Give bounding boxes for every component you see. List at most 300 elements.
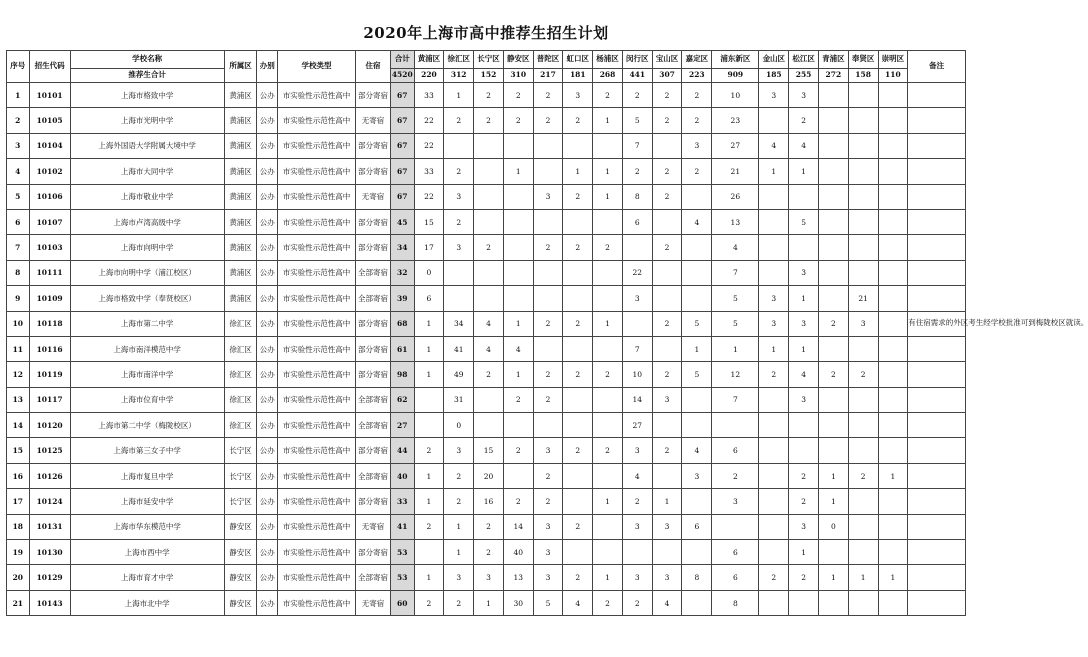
- district-quota-cell: 2: [533, 489, 563, 514]
- row-index: 12: [7, 362, 30, 387]
- district-quota-cell: [818, 108, 848, 133]
- district-quota-cell: [848, 489, 878, 514]
- district-quota-cell: 31: [444, 387, 474, 412]
- district-quota-cell: 1: [789, 286, 819, 311]
- district-quota-cell: 3: [533, 565, 563, 590]
- table-row: [7, 438, 966, 463]
- district-quota-cell: 2: [444, 108, 474, 133]
- school-ownership: 公办: [257, 336, 278, 361]
- remark-cell: [908, 159, 966, 184]
- school-code: 10124: [29, 489, 70, 514]
- table-row: [7, 362, 966, 387]
- district-quota-cell: [818, 413, 848, 438]
- district-quota-cell: 3: [444, 438, 474, 463]
- boarding-type: 全部寄宿: [356, 565, 391, 590]
- district-quota-cell: [563, 209, 593, 234]
- district-quota-cell: [848, 336, 878, 361]
- district-quota-cell: [533, 286, 563, 311]
- district-quota-cell: [878, 209, 908, 234]
- district-quota-cell: 1: [414, 463, 444, 488]
- row-index: 13: [7, 387, 30, 412]
- school-ownership: 公办: [257, 286, 278, 311]
- district-quota-cell: 2: [414, 438, 444, 463]
- district-quota-cell: 2: [652, 235, 682, 260]
- district-quota-cell: [533, 209, 563, 234]
- district-quota-cell: 6: [712, 540, 759, 565]
- district-quota-cell: [878, 108, 908, 133]
- district-quota-cell: 1: [848, 565, 878, 590]
- district-quota-cell: [878, 387, 908, 412]
- district-quota-cell: [593, 387, 623, 412]
- district-quota-cell: [818, 260, 848, 285]
- district-quota-total: 909: [712, 69, 759, 83]
- district-quota-cell: [414, 540, 444, 565]
- district-quota-total: 152: [474, 69, 504, 83]
- school-code: 10130: [29, 540, 70, 565]
- district-quota-cell: 2: [414, 514, 444, 539]
- district-quota-cell: [848, 133, 878, 158]
- school-district: 徐汇区: [224, 311, 257, 336]
- remark-cell: [908, 413, 966, 438]
- row-total: 67: [390, 108, 414, 133]
- district-quota-cell: 3: [789, 83, 819, 108]
- district-quota-cell: [878, 286, 908, 311]
- school-ownership: 公办: [257, 514, 278, 539]
- school-name: 上海市第二中学: [70, 311, 224, 336]
- district-quota-cell: [878, 133, 908, 158]
- district-quota-cell: 1: [593, 311, 623, 336]
- school-name: 上海市华东模范中学: [70, 514, 224, 539]
- district-quota-cell: [789, 413, 819, 438]
- district-quota-cell: [474, 286, 504, 311]
- district-quota-cell: 2: [593, 590, 623, 615]
- district-quota-cell: 33: [414, 83, 444, 108]
- district-quota-cell: [652, 413, 682, 438]
- district-quota-cell: 2: [444, 209, 474, 234]
- district-quota-cell: [563, 260, 593, 285]
- row-total: 68: [390, 311, 414, 336]
- district-quota-cell: 4: [474, 311, 504, 336]
- district-quota-cell: [474, 387, 504, 412]
- school-district: 黄浦区: [224, 209, 257, 234]
- row-index: 6: [7, 209, 30, 234]
- district-quota-cell: 7: [622, 133, 652, 158]
- boarding-type: 部分寄宿: [356, 362, 391, 387]
- school-ownership: 公办: [257, 235, 278, 260]
- school-code: 10105: [29, 108, 70, 133]
- table-row: [7, 235, 966, 260]
- table-row: [7, 209, 966, 234]
- school-ownership: 公办: [257, 184, 278, 209]
- district-quota-cell: [563, 540, 593, 565]
- remark-cell: [908, 286, 966, 311]
- district-quota-cell: 2: [789, 463, 819, 488]
- district-quota-cell: [622, 540, 652, 565]
- remark-cell: [908, 362, 966, 387]
- col-header-district-quota: 闵行区: [622, 51, 652, 69]
- school-code: 10119: [29, 362, 70, 387]
- district-quota-cell: 6: [414, 286, 444, 311]
- district-quota-cell: [818, 387, 848, 412]
- district-quota-cell: [563, 133, 593, 158]
- district-quota-total: 312: [444, 69, 474, 83]
- col-header-district-quota: 杨浦区: [593, 51, 623, 69]
- school-ownership: 公办: [257, 413, 278, 438]
- row-total: 67: [390, 133, 414, 158]
- district-quota-cell: 3: [759, 311, 789, 336]
- district-quota-cell: [848, 209, 878, 234]
- district-quota-cell: [652, 286, 682, 311]
- row-index: 2: [7, 108, 30, 133]
- district-quota-cell: 2: [848, 463, 878, 488]
- school-ownership: 公办: [257, 438, 278, 463]
- district-quota-cell: 10: [622, 362, 652, 387]
- district-quota-cell: 1: [759, 336, 789, 361]
- district-quota-cell: 8: [712, 590, 759, 615]
- district-quota-cell: 17: [414, 235, 444, 260]
- district-quota-cell: 40: [503, 540, 533, 565]
- district-quota-cell: [878, 336, 908, 361]
- school-name: 上海市南洋模范中学: [70, 336, 224, 361]
- district-quota-cell: [593, 413, 623, 438]
- district-quota-cell: 0: [818, 514, 848, 539]
- district-quota-cell: 6: [712, 438, 759, 463]
- district-quota-cell: 2: [444, 489, 474, 514]
- district-quota-cell: 3: [444, 184, 474, 209]
- district-quota-cell: [503, 184, 533, 209]
- district-quota-cell: 3: [789, 514, 819, 539]
- district-quota-cell: 2: [444, 590, 474, 615]
- col-header-boarding: 住宿: [356, 51, 391, 83]
- district-quota-cell: [712, 413, 759, 438]
- district-quota-cell: [759, 540, 789, 565]
- school-district: 长宁区: [224, 438, 257, 463]
- district-quota-cell: [503, 133, 533, 158]
- district-quota-cell: 4: [503, 336, 533, 361]
- district-quota-cell: 0: [444, 413, 474, 438]
- district-quota-cell: 2: [503, 489, 533, 514]
- school-name: 上海市复旦中学: [70, 463, 224, 488]
- col-header-district-quota: 浦东新区: [712, 51, 759, 69]
- boarding-type: 部分寄宿: [356, 133, 391, 158]
- district-quota-cell: [682, 286, 712, 311]
- district-quota-cell: [878, 489, 908, 514]
- district-quota-cell: [414, 387, 444, 412]
- district-quota-cell: 1: [503, 159, 533, 184]
- boarding-type: 部分寄宿: [356, 489, 391, 514]
- school-type: 市实验性示范性高中: [278, 413, 356, 438]
- table-row: [7, 565, 966, 590]
- district-quota-cell: 1: [593, 184, 623, 209]
- school-code: 10103: [29, 235, 70, 260]
- district-quota-total: 158: [848, 69, 878, 83]
- district-quota-cell: 27: [712, 133, 759, 158]
- district-quota-cell: 27: [622, 413, 652, 438]
- school-name: 上海市南洋中学: [70, 362, 224, 387]
- row-total: 34: [390, 235, 414, 260]
- district-quota-cell: 2: [533, 311, 563, 336]
- district-quota-cell: 3: [563, 83, 593, 108]
- remark-cell: [908, 489, 966, 514]
- district-quota-cell: 2: [818, 362, 848, 387]
- district-quota-cell: [848, 159, 878, 184]
- school-code: 10129: [29, 565, 70, 590]
- district-quota-cell: 2: [652, 438, 682, 463]
- district-quota-total: 185: [759, 69, 789, 83]
- school-code: 10101: [29, 83, 70, 108]
- page-title: 2020年上海市高中推荐生招生计划: [363, 24, 609, 42]
- boarding-type: 全部寄宿: [356, 463, 391, 488]
- remark-cell: [908, 209, 966, 234]
- district-quota-cell: [503, 463, 533, 488]
- district-quota-total: 441: [622, 69, 652, 83]
- boarding-type: 部分寄宿: [356, 336, 391, 361]
- district-quota-total: 181: [563, 69, 593, 83]
- district-quota-total: 220: [414, 69, 444, 83]
- school-name: 上海市位育中学: [70, 387, 224, 412]
- district-quota-cell: 2: [444, 159, 474, 184]
- district-quota-cell: 1: [414, 362, 444, 387]
- col-header-code: 招生代码: [29, 51, 70, 83]
- row-total: 62: [390, 387, 414, 412]
- row-total: 33: [390, 489, 414, 514]
- district-quota-cell: [848, 540, 878, 565]
- district-quota-cell: 1: [444, 514, 474, 539]
- district-quota-cell: [789, 235, 819, 260]
- district-quota-cell: [848, 413, 878, 438]
- district-quota-cell: [593, 336, 623, 361]
- district-quota-cell: [759, 184, 789, 209]
- district-quota-cell: 2: [503, 438, 533, 463]
- district-quota-cell: 1: [789, 336, 819, 361]
- boarding-type: 部分寄宿: [356, 438, 391, 463]
- boarding-type: 无寄宿: [356, 108, 391, 133]
- school-name: 上海外国语大学附属大境中学: [70, 133, 224, 158]
- district-quota-cell: 2: [789, 489, 819, 514]
- district-quota-cell: [593, 514, 623, 539]
- district-quota-cell: 0: [414, 260, 444, 285]
- school-code: 10120: [29, 413, 70, 438]
- district-quota-cell: [878, 260, 908, 285]
- district-quota-cell: [563, 387, 593, 412]
- district-quota-cell: [818, 336, 848, 361]
- row-total: 60: [390, 590, 414, 615]
- col-header-district-quota: 长宁区: [474, 51, 504, 69]
- school-name: 上海市第二中学（梅陇校区）: [70, 413, 224, 438]
- boarding-type: 部分寄宿: [356, 159, 391, 184]
- district-quota-cell: [818, 540, 848, 565]
- table-row: [7, 336, 966, 361]
- district-quota-cell: 2: [563, 311, 593, 336]
- col-header-district-quota: 奉贤区: [848, 51, 878, 69]
- district-quota-cell: [759, 108, 789, 133]
- school-district: 黄浦区: [224, 235, 257, 260]
- district-quota-cell: [682, 235, 712, 260]
- district-quota-cell: 1: [503, 311, 533, 336]
- district-quota-cell: 1: [444, 83, 474, 108]
- school-district: 黄浦区: [224, 159, 257, 184]
- district-quota-cell: 1: [789, 540, 819, 565]
- school-name: 上海市西中学: [70, 540, 224, 565]
- district-quota-cell: 3: [652, 565, 682, 590]
- row-total: 98: [390, 362, 414, 387]
- school-name: 上海市育才中学: [70, 565, 224, 590]
- school-ownership: 公办: [257, 362, 278, 387]
- school-district: 黄浦区: [224, 260, 257, 285]
- district-quota-cell: [652, 540, 682, 565]
- school-type: 市实验性示范性高中: [278, 362, 356, 387]
- district-quota-cell: 2: [818, 311, 848, 336]
- school-type: 市实验性示范性高中: [278, 311, 356, 336]
- school-district: 静安区: [224, 565, 257, 590]
- district-quota-cell: [878, 413, 908, 438]
- district-quota-cell: [503, 235, 533, 260]
- district-quota-cell: [533, 336, 563, 361]
- table-row: [7, 387, 966, 412]
- district-quota-cell: 4: [759, 133, 789, 158]
- district-quota-cell: 2: [533, 108, 563, 133]
- district-quota-cell: 5: [712, 311, 759, 336]
- district-quota-cell: 1: [593, 565, 623, 590]
- school-type: 市实验性示范性高中: [278, 438, 356, 463]
- school-type: 市实验性示范性高中: [278, 235, 356, 260]
- district-quota-cell: [682, 489, 712, 514]
- district-quota-cell: [759, 235, 789, 260]
- district-quota-cell: [878, 540, 908, 565]
- table-row: [7, 83, 966, 108]
- col-header-district-quota: 徐汇区: [444, 51, 474, 69]
- boarding-type: 部分寄宿: [356, 235, 391, 260]
- district-quota-total: 268: [593, 69, 623, 83]
- row-index: 16: [7, 463, 30, 488]
- district-quota-cell: [848, 438, 878, 463]
- district-quota-cell: 2: [759, 565, 789, 590]
- district-quota-cell: [759, 514, 789, 539]
- remark-cell: [908, 133, 966, 158]
- row-index: 11: [7, 336, 30, 361]
- remark-cell: [908, 463, 966, 488]
- school-type: 市实验性示范性高中: [278, 159, 356, 184]
- school-ownership: 公办: [257, 540, 278, 565]
- district-quota-cell: 2: [414, 590, 444, 615]
- district-quota-cell: [818, 83, 848, 108]
- district-quota-cell: 5: [533, 590, 563, 615]
- school-ownership: 公办: [257, 489, 278, 514]
- district-quota-cell: [878, 184, 908, 209]
- school-district: 黄浦区: [224, 286, 257, 311]
- row-total: 41: [390, 514, 414, 539]
- district-quota-cell: 3: [474, 565, 504, 590]
- school-name: 上海市北中学: [70, 590, 224, 615]
- table-row: [7, 184, 966, 209]
- school-name: 上海市延安中学: [70, 489, 224, 514]
- district-quota-cell: 3: [789, 260, 819, 285]
- school-ownership: 公办: [257, 387, 278, 412]
- school-district: 静安区: [224, 540, 257, 565]
- district-quota-cell: 2: [474, 540, 504, 565]
- district-quota-cell: [848, 260, 878, 285]
- remark-cell: 有住宿需求的外区考生经学校批准可到梅陇校区就读。: [908, 311, 966, 336]
- district-quota-cell: 6: [712, 565, 759, 590]
- school-name: 上海市格致中学: [70, 83, 224, 108]
- district-quota-cell: [759, 438, 789, 463]
- school-name: 上海市第三女子中学: [70, 438, 224, 463]
- district-quota-cell: 4: [712, 235, 759, 260]
- district-quota-cell: 2: [682, 108, 712, 133]
- district-quota-cell: 4: [789, 133, 819, 158]
- table-row: [7, 463, 966, 488]
- district-quota-cell: 2: [789, 565, 819, 590]
- district-quota-cell: 13: [503, 565, 533, 590]
- district-quota-cell: 1: [414, 336, 444, 361]
- district-quota-cell: 26: [712, 184, 759, 209]
- school-type: 市实验性示范性高中: [278, 286, 356, 311]
- school-type: 市实验性示范性高中: [278, 387, 356, 412]
- remark-cell: [908, 590, 966, 615]
- district-quota-cell: 2: [593, 362, 623, 387]
- remark-cell: [908, 514, 966, 539]
- district-quota-cell: [503, 260, 533, 285]
- district-quota-total: 223: [682, 69, 712, 83]
- district-quota-cell: 33: [414, 159, 444, 184]
- district-quota-cell: [759, 260, 789, 285]
- district-quota-cell: [533, 413, 563, 438]
- district-quota-cell: 10: [712, 83, 759, 108]
- district-quota-total: 217: [533, 69, 563, 83]
- row-total: 40: [390, 463, 414, 488]
- district-quota-cell: 3: [848, 311, 878, 336]
- district-quota-cell: [474, 184, 504, 209]
- district-quota-cell: 22: [414, 108, 444, 133]
- district-quota-cell: [593, 463, 623, 488]
- boarding-type: 部分寄宿: [356, 209, 391, 234]
- school-type: 市实验性示范性高中: [278, 489, 356, 514]
- district-quota-cell: [818, 286, 848, 311]
- table-row: [7, 540, 966, 565]
- table-row: [7, 133, 966, 158]
- district-quota-cell: 14: [503, 514, 533, 539]
- district-quota-cell: [652, 133, 682, 158]
- boarding-type: 无寄宿: [356, 514, 391, 539]
- school-type: 市实验性示范性高中: [278, 209, 356, 234]
- district-quota-cell: 2: [682, 159, 712, 184]
- district-quota-cell: 5: [682, 362, 712, 387]
- col-header-district-quota: 崇明区: [878, 51, 908, 69]
- district-quota-cell: 30: [503, 590, 533, 615]
- school-ownership: 公办: [257, 311, 278, 336]
- district-quota-cell: [444, 260, 474, 285]
- remark-cell: [908, 336, 966, 361]
- district-quota-cell: 1: [444, 540, 474, 565]
- district-quota-cell: 8: [622, 184, 652, 209]
- district-quota-cell: 34: [444, 311, 474, 336]
- district-quota-cell: [818, 438, 848, 463]
- school-code: 10131: [29, 514, 70, 539]
- district-quota-cell: 2: [652, 362, 682, 387]
- school-type: 市实验性示范性高中: [278, 590, 356, 615]
- district-quota-cell: 2: [533, 235, 563, 260]
- district-quota-cell: [878, 311, 908, 336]
- remark-cell: [908, 260, 966, 285]
- school-code: 10107: [29, 209, 70, 234]
- district-quota-cell: [712, 514, 759, 539]
- school-type: 市实验性示范性高中: [278, 463, 356, 488]
- district-quota-cell: 2: [652, 311, 682, 336]
- district-quota-cell: [682, 387, 712, 412]
- col-header-district-quota: 金山区: [759, 51, 789, 69]
- district-quota-cell: 2: [474, 235, 504, 260]
- row-total: 27: [390, 413, 414, 438]
